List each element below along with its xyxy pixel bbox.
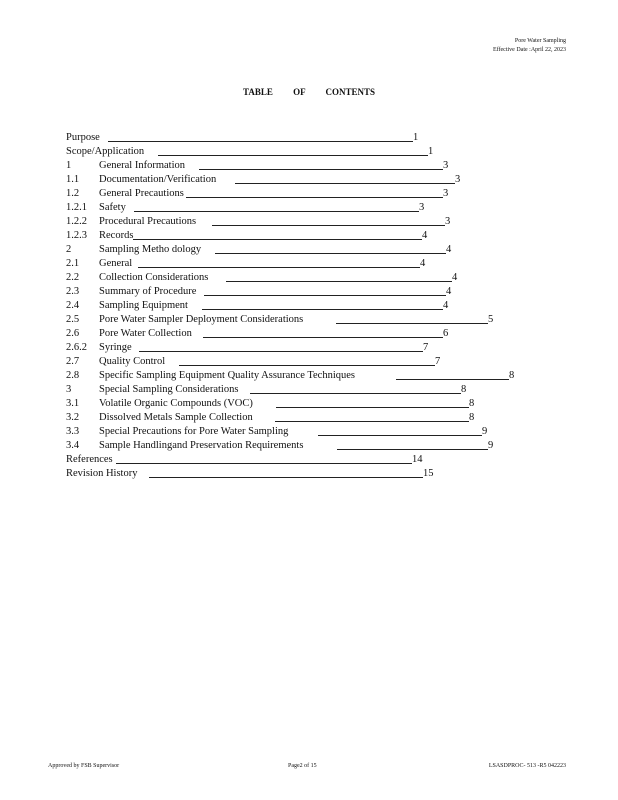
toc-entry-number: Revision History [66, 468, 138, 479]
toc-entry[interactable] [66, 397, 536, 411]
header-effective-date: Effective Date :April 22, 2023 [492, 47, 566, 53]
toc-entry-title: Dissolved Metals Sample Collection [99, 412, 253, 423]
toc-entry[interactable] [66, 229, 536, 243]
toc-leader-line [199, 169, 443, 170]
table-of-contents [66, 131, 536, 481]
toc-entry[interactable] [66, 453, 536, 467]
toc-page-number: 4 [422, 230, 428, 241]
toc-page-number: 4 [452, 272, 458, 283]
toc-entry[interactable] [66, 299, 536, 313]
toc-page-number: 9 [488, 440, 494, 451]
toc-leader-line [158, 155, 428, 156]
toc-leader-line [250, 393, 461, 394]
toc-entry-title: Pore Water Sampler Deployment Considerations [99, 314, 304, 325]
toc-entry-number: 2.1 [66, 258, 80, 269]
toc-leader-line [336, 323, 488, 324]
toc-entry-number: 2.3 [66, 286, 80, 297]
toc-entry-number: 3.2 [66, 412, 80, 423]
toc-page-number: 8 [461, 384, 467, 395]
toc-entry[interactable] [66, 467, 536, 481]
toc-entry-title: Syringe [99, 342, 132, 353]
toc-leader-line [318, 435, 482, 436]
toc-entry-number: 1.2.2 [66, 216, 87, 227]
toc-leader-line [203, 337, 443, 338]
toc-entry-number: 2 [66, 244, 72, 255]
toc-page-number: 3 [443, 188, 449, 199]
toc-leader-line [186, 197, 443, 198]
toc-page-number: 1 [428, 146, 434, 157]
toc-leader-line [276, 407, 469, 408]
toc-leader-line [179, 365, 435, 366]
toc-page-number: 4 [443, 300, 449, 311]
toc-leader-line [149, 477, 423, 478]
toc-page-number: 6 [443, 328, 449, 339]
toc-entry-number: 2.6 [66, 328, 80, 339]
toc-leader-line [235, 183, 455, 184]
toc-entry-number: 3.1 [66, 398, 80, 409]
toc-leader-line [337, 449, 488, 450]
toc-leader-line [226, 281, 452, 282]
toc-page-number: 7 [423, 342, 429, 353]
toc-entry-title: General [99, 258, 133, 269]
toc-entry-number: 2.4 [66, 300, 80, 311]
toc-leader-line [139, 351, 423, 352]
toc-entry-title: Documentation/Verification [99, 174, 217, 185]
toc-leader-line [116, 463, 412, 464]
toc-leader-line [108, 141, 413, 142]
toc-entry[interactable] [66, 425, 536, 439]
toc-leader-line [215, 253, 446, 254]
toc-heading: TABLE OF CONTENTS [242, 87, 376, 97]
toc-entry[interactable] [66, 285, 536, 299]
toc-page-number: 8 [509, 370, 515, 381]
toc-entry[interactable] [66, 355, 536, 369]
toc-entry-number: 2.2 [66, 272, 80, 283]
toc-entry-title: Pore Water Collection [99, 328, 192, 339]
toc-entry-title: Summary of Procedure [99, 286, 197, 297]
toc-leader-line [396, 379, 509, 380]
toc-page-number: 8 [469, 398, 475, 409]
footer-document-id: LSASDPROC- 513 -R5 042223 [488, 763, 566, 769]
toc-entry-title: Quality Control [99, 356, 166, 367]
toc-leader-line [134, 211, 419, 212]
toc-entry[interactable] [66, 369, 536, 383]
toc-leader-line [138, 267, 420, 268]
toc-entry-title: Records [99, 230, 134, 241]
toc-entry[interactable] [66, 159, 536, 173]
toc-entry[interactable] [66, 201, 536, 215]
toc-entry[interactable] [66, 187, 536, 201]
toc-page-number: 3 [419, 202, 425, 213]
toc-entry-number: 1 [66, 160, 72, 171]
toc-entry[interactable] [66, 257, 536, 271]
toc-entry-title: Sampling Metho dology [99, 244, 202, 255]
toc-page-number: 4 [446, 244, 452, 255]
toc-entry[interactable] [66, 341, 536, 355]
toc-entry-title: Procedural Precautions [99, 216, 197, 227]
toc-entry[interactable] [66, 313, 536, 327]
toc-page-number: 4 [420, 258, 426, 269]
toc-entry[interactable] [66, 131, 536, 145]
toc-page-number: 7 [435, 356, 441, 367]
toc-entry-title: Special Sampling Considerations [99, 384, 239, 395]
toc-entry-title: General Precautions [99, 188, 184, 199]
toc-entry-number: Purpose [66, 132, 100, 143]
toc-entry-title: Specific Sampling Equipment Quality Assurance Techniques [99, 370, 355, 381]
toc-entry-title: Sample Handlingand Preservation Requirements [99, 440, 304, 451]
toc-entry-number: 1.1 [66, 174, 80, 185]
toc-entry-number: 1.2.3 [66, 230, 87, 241]
toc-entry-number: 3 [66, 384, 72, 395]
toc-leader-line [133, 239, 422, 240]
toc-entry-number: 3.4 [66, 440, 80, 451]
toc-entry-number: 2.6.2 [66, 342, 87, 353]
toc-entry-number: 2.7 [66, 356, 80, 367]
toc-leader-line [202, 309, 443, 310]
toc-page-number: 15 [423, 468, 434, 479]
toc-entry[interactable] [66, 243, 536, 257]
toc-entry-title: Safety [99, 202, 126, 213]
toc-entry[interactable] [66, 271, 536, 285]
toc-entry[interactable] [66, 327, 536, 341]
toc-leader-line [212, 225, 445, 226]
toc-page-number: 14 [412, 454, 423, 465]
toc-entry-title: Collection Considerations [99, 272, 209, 283]
toc-entry[interactable] [66, 383, 536, 397]
footer-approved: Approved by FSB Supervisor [48, 763, 120, 769]
toc-entry-title: Volatile Organic Compounds (VOC) [99, 398, 253, 409]
toc-entry-title: General Information [99, 160, 186, 171]
toc-entry[interactable] [66, 145, 536, 159]
toc-page-number: 3 [455, 174, 461, 185]
toc-entry-number: 1.2 [66, 188, 80, 199]
toc-entry[interactable] [66, 411, 536, 425]
toc-entry-number: 2.8 [66, 370, 80, 381]
toc-entry-title: Sampling Equipment [99, 300, 188, 311]
toc-page-number: 4 [446, 286, 452, 297]
toc-entry-number: Scope/Application [66, 146, 145, 157]
toc-entry-number: 3.3 [66, 426, 80, 437]
toc-page-number: 5 [488, 314, 494, 325]
toc-page-number: 9 [482, 426, 488, 437]
toc-page-number: 3 [443, 160, 449, 171]
toc-page-number: 8 [469, 412, 475, 423]
header-document-title: Pore Water Sampling [514, 38, 566, 44]
toc-entry-title: Special Precautions for Pore Water Sampling [99, 426, 289, 437]
toc-page-number: 3 [445, 216, 451, 227]
toc-entry[interactable] [66, 215, 536, 229]
toc-page-number: 1 [413, 132, 419, 143]
toc-entry-number: References [66, 454, 113, 465]
toc-leader-line [275, 421, 469, 422]
toc-entry-number: 1.2.1 [66, 202, 87, 213]
footer-page-number: Page2 of 15 [288, 763, 317, 769]
toc-entry-number: 2.5 [66, 314, 80, 325]
toc-entry[interactable] [66, 173, 536, 187]
toc-leader-line [204, 295, 446, 296]
toc-entry[interactable] [66, 439, 536, 453]
